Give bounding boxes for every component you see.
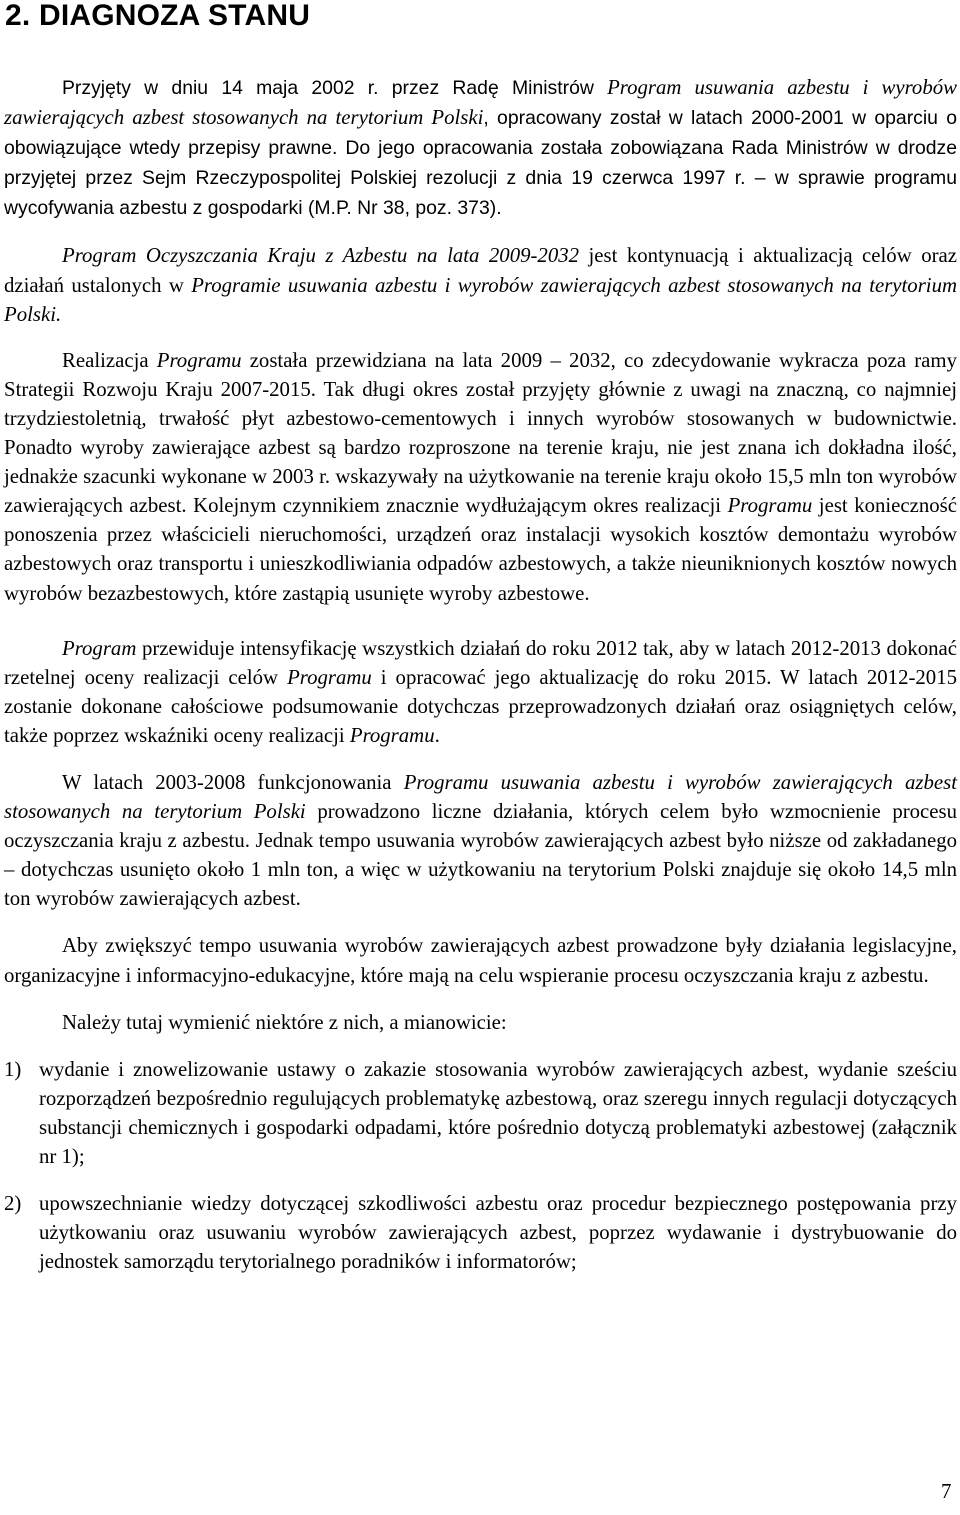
p4-text-d: i opracować jego aktualizację do roku 2015. W latach 2012-2015 zostanie dokonane całościowe podsumowanie dotychczas przeprowadzonych działań oraz osiągniętych celów, także poprzez wskaźniki oceny realizacji xyxy=(4,665,957,747)
list-item-text: upowszechnianie wiedzy dotyczącej szkodliwości azbestu oraz procedur bezpiecznego postępowania przy użytkowaniu oraz usuwaniu wyrobów zawierających azbest, poprzez wydawanie i dystrybuowanie do jednostek samorządu terytorialnego poradników i informatorów; xyxy=(39,1192,957,1274)
p4-text-f: . xyxy=(434,723,440,747)
p5-text-c: prowadzono liczne działania, których celem było wzmocnienie procesu oczyszczania kraju z azbestu. Jednak tempo usuwania wyrobów zawierających azbest było niższe od zakładanego – dotychczas usunięto około 1 mln ton, a więc w użytkowaniu na terytorium Polski znajduje się około 14,5 mln ton wyrobów zawierających azbest. xyxy=(4,800,958,911)
list-item-number: 1) xyxy=(4,1057,22,1081)
p5-text-a: W latach 2003-2008 funkcjonowania xyxy=(62,770,404,794)
p4-program-ref-2: Programu xyxy=(287,665,372,689)
paragraph-7: Należy tutaj wymienić niektóre z nich, a mianowicie: xyxy=(62,1010,507,1034)
p3-text-c: została przewidziana na lata 2009 – 2032, co zdecydowanie wykracza poza ramy Strategii Rozwoju Kraju 2007-2015. Tak długi okres został przyjęty głównie z uwagi na znaczną, co najmniej trzydziestoletnią, trwałość płyt azbestowo-cementowych i innych wyrobów stosowanych w budownictwie. Ponadto wyroby zawierające azbest są bardzo rozproszone na terenie kraju, nie jest znana ich dokładna ilość, jednakże szacunki wykonane w 2003 r. wskazywały na użytkowanie na terenie kraju około 15,5 mln ton wyrobów zawierających azbest. Kolejnym czynnikiem znacznie wydłużającym okres realizacji xyxy=(4,348,957,518)
p5-program-title: Programu usuwania azbestu i wyrobów zawierających azbest stosowanych na terytorium Polski xyxy=(4,770,957,824)
paragraph-2 xyxy=(4,241,957,328)
paragraph-4 xyxy=(4,634,957,750)
p1-program-title: Program usuwania azbestu i wyrobów zawierających azbest stosowanych na terytorium Polski xyxy=(4,76,957,130)
p3-text-e: jest konieczność ponoszenia przez właścicieli nieruchomości, urządzeń oraz instalacji wysokich kosztów demontażu wyrobów azbestowych oraz transportu i unieszkodliwiania odpadów azbestowych, a także nieuniknionych kosztów nowych wyrobów bezazbestowych, które zastąpią usunięte wyroby azbestowe. xyxy=(4,494,957,605)
p1-intro: Przyjęty w dniu 14 maja 2002 r. przez Radę Ministrów xyxy=(62,77,608,99)
list-item-text: wydanie i znowelizowanie ustawy o zakazie stosowania wyrobów zawierających azbest, wydanie sześciu rozporządzeń bezpośrednio regulujących problematykę azbestową, oraz szeregu innych regulacji dotyczących substancji chemicznych i gospodarki odpadami, które pośrednio dotyczą problematyki azbestowej (załącznik nr 1); xyxy=(39,1057,957,1168)
paragraph-5 xyxy=(4,768,957,913)
p1-continuation: , opracowany został w latach 2000-2001 w oparciu o obowiązujące wtedy przepisy prawne. xyxy=(4,107,957,160)
list-item xyxy=(4,1189,957,1276)
document-body xyxy=(4,73,957,1276)
section-heading: 2. DIAGNOZA STANU xyxy=(5,0,311,32)
p4-text-b: przewiduje intensyfikację wszystkich działań do roku 2012 tak, aby w latach 2012-2013 dokonać rzetelnej oceny realizacji celów xyxy=(4,636,957,689)
list-item-number: 2) xyxy=(4,1192,22,1216)
paragraph-3 xyxy=(4,346,957,608)
p4-program-ref-3: Programu xyxy=(349,723,435,747)
p2-program-reference: Programie usuwania azbestu i wyrobów zawierających azbest stosowanych na terytorium Polski. xyxy=(4,273,957,326)
measures-list xyxy=(4,1055,957,1277)
p4-program-ref-1: Program xyxy=(62,636,137,660)
p3-text-a: Realizacja xyxy=(62,348,157,372)
p1-resolution-text: Do jego opracowania została zobowiązana Rada Ministrów w drodze przyjętej przez Sejm Rzeczypospolitej Polskiej rezolucji z dnia 19 czerwca 1997 r. – w sprawie programu wycofywania azbestu z gospodarki (M.P. Nr 38, poz. 373). xyxy=(4,137,957,220)
paragraph-1 xyxy=(4,73,957,223)
p3-program-ref-1: Programu xyxy=(156,348,242,372)
p2-text: jest kontynuacją i aktualizacją celów oraz działań ustalonych w xyxy=(4,244,957,297)
p3-program-ref-2: Programu xyxy=(727,494,813,518)
p2-program-title: Program Oczyszczania Kraju z Azbestu na lata 2009-2032 xyxy=(62,244,580,268)
paragraph-6: Aby zwiększyć tempo usuwania wyrobów zawierających azbest prowadzone były działania legislacyjne, organizacyjne i informacyjno-edukacyjne, które mają na celu wspieranie procesu oczyszczania kraju z azbestu. xyxy=(4,934,957,987)
list-item xyxy=(4,1055,957,1171)
page-number: 7 xyxy=(941,1480,952,1503)
